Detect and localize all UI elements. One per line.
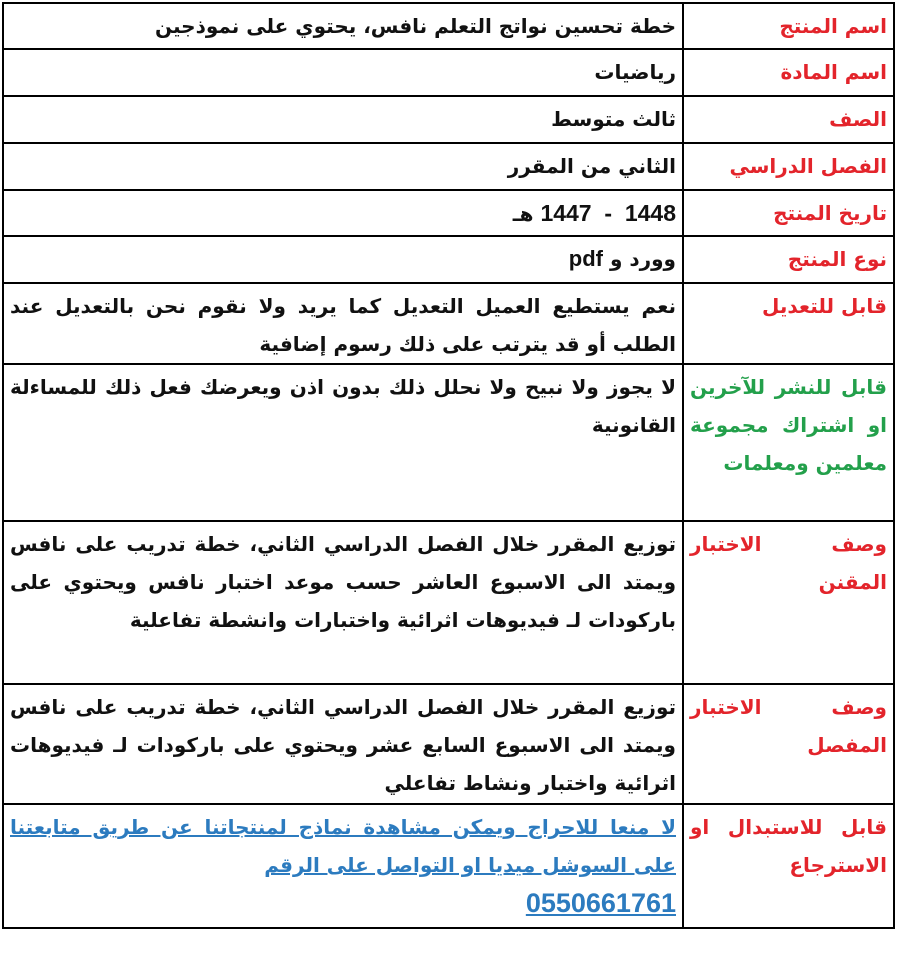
product-date-value — [3, 190, 683, 236]
type-pdf: pdf — [568, 246, 603, 271]
type-prefix: وورد و — [609, 247, 676, 271]
semester-label: الفصل الدراسي — [683, 143, 894, 190]
detailed-test-label: وصف الاختبار المفصل — [683, 684, 894, 804]
refund-value — [3, 804, 683, 928]
table-row — [3, 684, 894, 804]
product-date-label: تاريخ المنتج — [683, 190, 894, 236]
table-row — [3, 143, 894, 190]
table-row — [3, 283, 894, 364]
standard-test-value: توزيع المقرر خلال الفصل الدراسي الثاني، خطة تدريب على نافس ويمتد الى الاسبوع العاشر حسب موعد اختبار نافس ويحتوي على باركودات لـ فيديوهات اثرائية واختبارات وانشطة تفاعلية — [3, 521, 683, 684]
table-row — [3, 49, 894, 96]
table-row — [3, 3, 894, 49]
table-row — [3, 521, 894, 684]
shareable-value: لا يجوز ولا نبيح ولا نحلل ذلك بدون اذن ويعرضك فعل ذلك للمساءلة القانونية — [3, 364, 683, 521]
subject-label: اسم المادة — [683, 49, 894, 96]
product-type-label: نوع المنتج — [683, 236, 894, 283]
editable-label: قابل للتعديل — [683, 283, 894, 364]
table-row — [3, 364, 894, 521]
phone-number-link[interactable]: 0550661761 — [525, 888, 676, 918]
table-row — [3, 190, 894, 236]
product-name-value: خطة تحسين نواتج التعلم نافس، يحتوي على نموذجين — [3, 3, 683, 49]
subject-value: رياضيات — [3, 49, 683, 96]
table-row — [3, 236, 894, 283]
product-info-table — [2, 2, 895, 929]
shareable-label: قابل للنشر للآخرين او اشتراك مجموعة معلمين ومعلمات — [683, 364, 894, 521]
date-suffix: هـ — [512, 202, 534, 226]
grade-label: الصف — [683, 96, 894, 143]
date-years: 1447 - 1448 — [540, 200, 676, 226]
table-row — [3, 96, 894, 143]
product-name-label: اسم المنتج — [683, 3, 894, 49]
semester-value: الثاني من المقرر — [3, 143, 683, 190]
table-row — [3, 804, 894, 928]
detailed-test-value: توزيع المقرر خلال الفصل الدراسي الثاني، خطة تدريب على نافس ويمتد الى الاسبوع السابع عشر ويحتوي على باركودات لـ فيديوهات اثرائية واختبار ونشاط تفاعلي — [3, 684, 683, 804]
refund-label: قابل للاستبدال او الاسترجاع — [683, 804, 894, 928]
grade-value: ثالث متوسط — [3, 96, 683, 143]
product-type-value — [3, 236, 683, 283]
standard-test-label: وصف الاختبار المقنن — [683, 521, 894, 684]
editable-value: نعم يستطيع العميل التعديل كما يريد ولا نقوم نحن بالتعديل عند الطلب أو قد يترتب على ذلك رسوم إضافية — [3, 283, 683, 364]
refund-text-link[interactable]: لا منعا للاحراج ويمكن مشاهدة نماذج لمنتجاتنا عن طريق متابعتنا على السوشل ميديا او التواصل على الرقم — [10, 815, 676, 877]
